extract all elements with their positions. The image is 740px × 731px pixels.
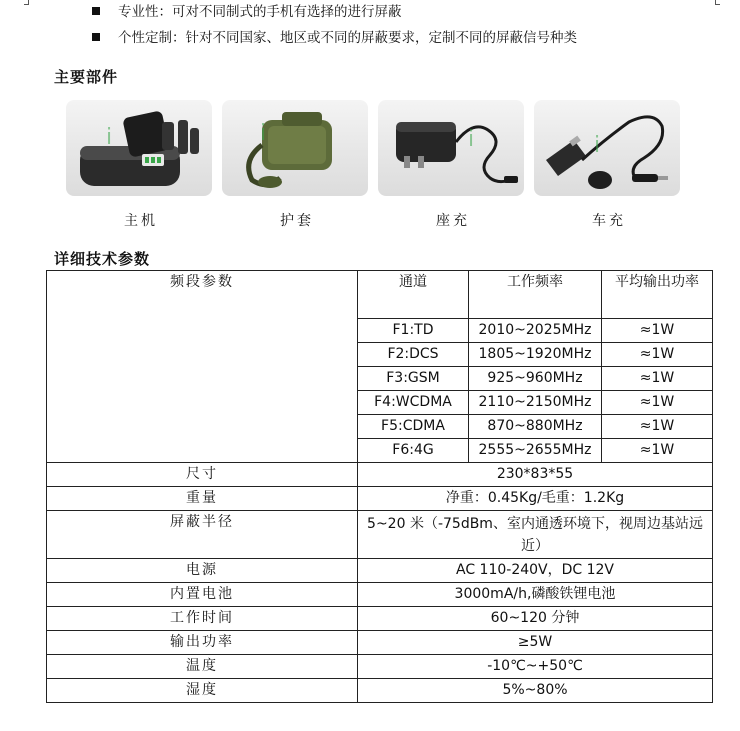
component-label: 车充 xyxy=(592,213,626,229)
band-params-label: 频段参数 xyxy=(47,271,358,463)
column-header: 通道 xyxy=(358,271,469,319)
components-heading: 主要部件 xyxy=(54,68,119,86)
crop-mark-top-left xyxy=(24,0,29,5)
spec-value: 5%~80% xyxy=(358,679,713,703)
spec-value: -10℃~+50℃ xyxy=(358,655,713,679)
handheld-jammer-unit-image xyxy=(66,100,212,196)
spec-value: 3000mA/h,磷酸铁锂电池 xyxy=(358,583,713,607)
bullet-text: 个性定制：针对不同国家、地区或不同的屏蔽要求，定制不同的屏蔽信号种类 xyxy=(118,30,577,46)
column-header: 工作频率 xyxy=(469,271,602,319)
table-cell: F6:4G xyxy=(358,439,469,463)
table-cell: ≈1W xyxy=(602,439,713,463)
table-row xyxy=(47,607,713,631)
spec-value: 230*83*55 xyxy=(358,463,713,487)
crop-mark-top-right xyxy=(715,0,720,5)
wall-charger-image xyxy=(378,100,524,196)
table-cell: F3:GSM xyxy=(358,367,469,391)
table-row xyxy=(47,559,713,583)
spec-value: AC 110-240V，DC 12V xyxy=(358,559,713,583)
table-cell: ≈1W xyxy=(602,367,713,391)
bullet-square-icon xyxy=(92,7,100,15)
table-row xyxy=(47,487,713,511)
specs-heading: 详细技术参数 xyxy=(54,250,151,268)
spec-label: 屏蔽半径 xyxy=(47,511,358,559)
table-cell: 925~960MHz xyxy=(469,367,602,391)
spec-label: 湿度 xyxy=(47,679,358,703)
table-cell: F2:DCS xyxy=(358,343,469,367)
table-cell: F4:WCDMA xyxy=(358,391,469,415)
spec-value: 5~20 米（-75dBm、室内通透环境下，视周边基站远近） xyxy=(358,511,713,559)
table-cell: ≈1W xyxy=(602,343,713,367)
column-header: 平均输出功率 xyxy=(602,271,713,319)
table-cell: 2110~2150MHz xyxy=(469,391,602,415)
table-cell: ≈1W xyxy=(602,391,713,415)
spec-label: 温度 xyxy=(47,655,358,679)
spec-label: 尺寸 xyxy=(47,463,358,487)
car-charger-image xyxy=(534,100,680,196)
spec-value: 60~120 分钟 xyxy=(358,607,713,631)
table-row xyxy=(47,631,713,655)
bullet-square-icon xyxy=(92,33,100,41)
table-cell: F1:TD xyxy=(358,319,469,343)
table-row xyxy=(47,583,713,607)
table-cell: ≈1W xyxy=(602,415,713,439)
spec-label: 输出功率 xyxy=(47,631,358,655)
table-cell: 2010~2025MHz xyxy=(469,319,602,343)
bullet-text: 专业性：可对不同制式的手机有选择的进行屏蔽 xyxy=(118,4,402,20)
spec-label: 重量 xyxy=(47,487,358,511)
spec-value: 净重：0.45Kg/毛重：1.2Kg xyxy=(358,487,713,511)
table-cell: 1805~1920MHz xyxy=(469,343,602,367)
table-row xyxy=(47,655,713,679)
spec-table xyxy=(46,270,713,703)
svg-text:i: i xyxy=(594,133,601,158)
table-cell: F5:CDMA xyxy=(358,415,469,439)
svg-text:i: i xyxy=(260,121,267,146)
table-cell: ≈1W xyxy=(602,319,713,343)
table-cell: 870~880MHz xyxy=(469,415,602,439)
spec-label: 工作时间 xyxy=(47,607,358,631)
bullet-item xyxy=(92,28,577,48)
spec-label: 电源 xyxy=(47,559,358,583)
holster-case-image xyxy=(222,100,368,196)
table-row xyxy=(47,463,713,487)
spec-label: 内置电池 xyxy=(47,583,358,607)
component-label: 护套 xyxy=(280,213,314,229)
table-row xyxy=(47,679,713,703)
component-label: 座充 xyxy=(436,213,470,229)
bullet-item xyxy=(92,2,402,22)
table-row xyxy=(47,511,713,559)
table-cell: 2555~2655MHz xyxy=(469,439,602,463)
spec-value: ≥5W xyxy=(358,631,713,655)
svg-text:i: i xyxy=(468,127,475,152)
component-label: 主机 xyxy=(124,213,158,229)
table-row xyxy=(47,271,713,319)
svg-text:i: i xyxy=(106,125,113,150)
